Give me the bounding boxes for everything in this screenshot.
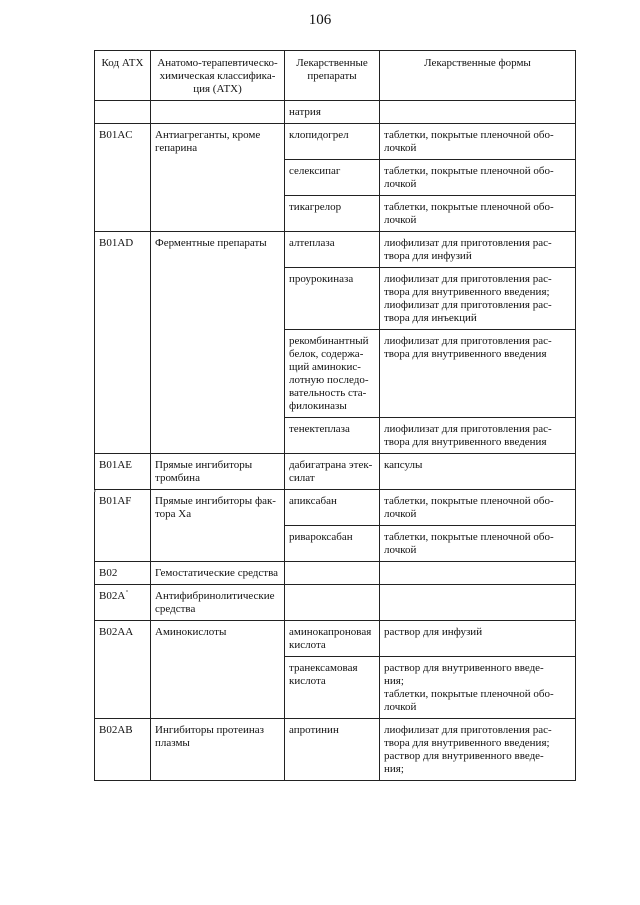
drug-cell: транексамовая кислота (285, 657, 380, 719)
drug-cell: рекомбинантный белок, содержа- щий аминокис- лотную последо- вательность ста- филокиназы (285, 330, 380, 418)
atx-code-cell: B01AC (95, 124, 151, 232)
table-row (95, 101, 576, 124)
drug-cell: ривароксабан (285, 526, 380, 562)
table-row (95, 562, 576, 585)
dosage-form-cell: таблетки, покрытые пленочной обо- лочкой (380, 526, 576, 562)
drug-cell: дабигатрана этек- силат (285, 454, 380, 490)
dosage-form-cell: таблетки, покрытые пленочной обо- лочкой (380, 196, 576, 232)
dosage-form-cell: лиофилизат для приготовления рас- твора для внутривенного введения; раствор для внутривенного введе- ния; (380, 719, 576, 781)
dosage-form-cell: таблетки, покрытые пленочной обо- лочкой (380, 160, 576, 196)
dosage-form-cell: лиофилизат для приготовления рас- твора для внутривенного введения (380, 330, 576, 418)
header-dosage-forms: Лекарственные формы (380, 51, 576, 101)
scan-speck (126, 590, 128, 592)
drug-cell: селексипаг (285, 160, 380, 196)
atx-classification-cell (151, 101, 285, 124)
atx-classification-cell: Гемостатические средства (151, 562, 285, 585)
table-body (95, 101, 576, 781)
dosage-form-cell: раствор для инфузий (380, 621, 576, 657)
drug-cell: алтеплаза (285, 232, 380, 268)
atx-classification-cell: Антифибринолитические средства (151, 585, 285, 621)
dosage-form-cell: раствор для внутривенного введе- ния; таблетки, покрытые пленочной обо- лочкой (380, 657, 576, 719)
drug-cell: натрия (285, 101, 380, 124)
dosage-form-cell: таблетки, покрытые пленочной обо- лочкой (380, 124, 576, 160)
atx-code-cell: B02A (95, 585, 151, 621)
table-header-row (95, 51, 576, 101)
table-row (95, 585, 576, 621)
atx-classification-cell: Ферментные препараты (151, 232, 285, 454)
table-row (95, 490, 576, 526)
atx-code-cell: B02 (95, 562, 151, 585)
dosage-form-cell: лиофилизат для приготовления рас- твора для внутривенного введения (380, 418, 576, 454)
drug-cell: апротинин (285, 719, 380, 781)
atx-classification-cell: Аминокислоты (151, 621, 285, 719)
atx-table (94, 50, 576, 781)
dosage-form-cell: капсулы (380, 454, 576, 490)
drug-cell: апиксабан (285, 490, 380, 526)
dosage-form-cell: таблетки, покрытые пленочной обо- лочкой (380, 490, 576, 526)
atx-code-cell (95, 101, 151, 124)
table-row (95, 719, 576, 781)
header-atx-classification: Анатомо-терапевтическо- химическая классифика- ция (АТХ) (151, 51, 285, 101)
page-number: 106 (308, 12, 332, 28)
drug-cell: проурокиназа (285, 268, 380, 330)
header-drugs: Лекарственные препараты (285, 51, 380, 101)
dosage-form-cell: лиофилизат для приготовления рас- твора для инфузий (380, 232, 576, 268)
drug-cell: клопидогрел (285, 124, 380, 160)
dosage-form-cell (380, 101, 576, 124)
table-row (95, 621, 576, 657)
atx-code-cell: B01AD (95, 232, 151, 454)
dosage-form-cell (380, 562, 576, 585)
dosage-form-cell: лиофилизат для приготовления рас- твора для внутривенного введения; лиофилизат для приготовления рас- твора для инъекций (380, 268, 576, 330)
dosage-form-cell (380, 585, 576, 621)
atx-classification-cell: Ингибиторы протеиназ плазмы (151, 719, 285, 781)
atx-classification-cell: Прямые ингибиторы фак- тора Xa (151, 490, 285, 562)
atx-code-cell: B01AF (95, 490, 151, 562)
atx-classification-cell: Антиагреганты, кроме гепарина (151, 124, 285, 232)
drug-cell: тикагрелор (285, 196, 380, 232)
atx-classification-cell: Прямые ингибиторы тромбина (151, 454, 285, 490)
drug-cell (285, 585, 380, 621)
atx-code-cell: B02AA (95, 621, 151, 719)
table-row (95, 454, 576, 490)
atx-code-cell: B01AE (95, 454, 151, 490)
drug-cell (285, 562, 380, 585)
drug-cell: аминокапроновая кислота (285, 621, 380, 657)
table-row (95, 124, 576, 160)
header-atx-code: Код АТХ (95, 51, 151, 101)
scan-speck (94, 490, 96, 492)
table-row (95, 232, 576, 268)
drug-cell: тенектеплаза (285, 418, 380, 454)
atx-code-cell: B02AB (95, 719, 151, 781)
